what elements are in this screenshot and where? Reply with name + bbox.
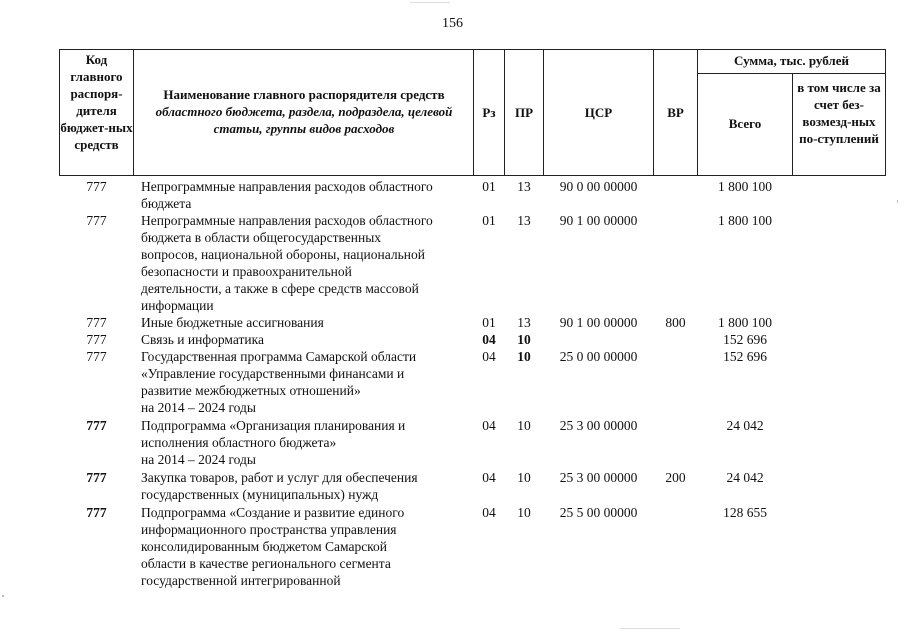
header-code: Код главного распоря-дителя бюджет-ных средств [60,52,133,152]
row-rz: 04 [482,505,496,520]
row-csr: 90 1 00 00000 [559,315,638,330]
row-csr: 25 3 00 00000 [559,470,638,485]
row-pr: 13 [517,179,531,194]
row-total: 1 800 100 [718,213,772,228]
col-border-total-incl [792,73,793,176]
row-code: 777 [86,315,107,330]
row-pr: 13 [517,213,531,228]
row-rz: 04 [482,470,496,485]
sum-subheader-border [697,73,885,74]
row-pr: 10 [517,349,531,364]
row-rz: 01 [482,179,496,194]
header-total: Всего [728,116,762,131]
row-name: Государственная программа Самарской области «Управление государственными финансами и развитие межбюджетных отношений» на 2014 – 2024 годы [141,349,417,415]
row-pr: 10 [517,470,531,485]
row-vr: 200 [665,470,686,485]
header-csr: ЦСР [584,105,613,120]
row-vr: 800 [665,315,686,330]
row-total: 24 042 [726,470,764,485]
row-csr: 25 0 00 00000 [559,349,638,364]
header-pr: ПР [514,105,534,120]
row-code: 777 [86,332,107,347]
header-incl: в том числе за счет без-возмезд-ных по-ступлений [797,80,881,146]
header-rz: Рз [482,105,496,120]
page-number: 156 [442,16,463,31]
row-csr: 90 0 00 00000 [559,179,638,194]
row-code: 777 [86,213,107,228]
row-pr: 10 [517,332,531,347]
row-rz: 04 [482,332,496,347]
scan-speck [2,595,4,597]
header-name-rest: областного бюджета, раздела, подраздела, целевой статьи, группы видов расходов [155,104,453,136]
row-total: 128 655 [723,505,767,520]
row-rz: 01 [482,213,496,228]
row-pr: 13 [517,315,531,330]
col-border-right [885,49,886,176]
header-sum-title: Сумма, тыс. рублей [734,53,849,68]
row-total: 152 696 [723,332,767,347]
row-code: 777 [86,470,107,485]
row-name: Непрограммные направления расходов областного бюджета [141,179,433,211]
row-rz: 04 [482,418,496,433]
row-name: Иные бюджетные ассигнования [141,315,324,330]
row-code: 777 [86,505,107,520]
header-vr: ВР [667,105,684,120]
header-name-line1: Наименование главного распорядителя средств [163,87,445,102]
header-bottom-border [59,175,885,176]
row-rz: 04 [482,349,496,364]
row-total: 152 696 [723,349,767,364]
row-name: Закупка товаров, работ и услуг для обеспечения государственных (муниципальных) нужд [141,470,418,502]
header-name [136,86,472,137]
row-rz: 01 [482,315,496,330]
row-csr: 25 5 00 00000 [559,505,638,520]
row-code: 777 [86,418,107,433]
row-pr: 10 [517,505,531,520]
row-code: 777 [86,179,107,194]
row-csr: 25 3 00 00000 [559,418,638,433]
scan-speck [897,200,898,203]
header-top-border [59,49,885,50]
row-total: 1 800 100 [718,179,772,194]
row-name: Подпрограмма «Создание и развитие единого информационного пространства управления консолидированным бюджетом Самарской области в качестве регионального сегмента государственной интегрированной [141,505,405,588]
row-name: Подпрограмма «Организация планирования и исполнения областного бюджета» на 2014 – 2024 годы [141,418,406,467]
row-total: 1 800 100 [718,315,772,330]
scan-speck [410,2,450,3]
scan-speck [620,628,680,629]
row-pr: 10 [517,418,531,433]
row-code: 777 [86,349,107,364]
row-total: 24 042 [726,418,764,433]
row-csr: 90 1 00 00000 [559,213,638,228]
row-name: Связь и информатика [141,332,264,347]
col-border-code-name [133,49,134,176]
row-name: Непрограммные направления расходов областного бюджета в области общегосударственных вопросов, национальной обороны, национальной безопасности и правоохранительной деятельности, а также в сфере средств массовой информации [141,213,433,313]
